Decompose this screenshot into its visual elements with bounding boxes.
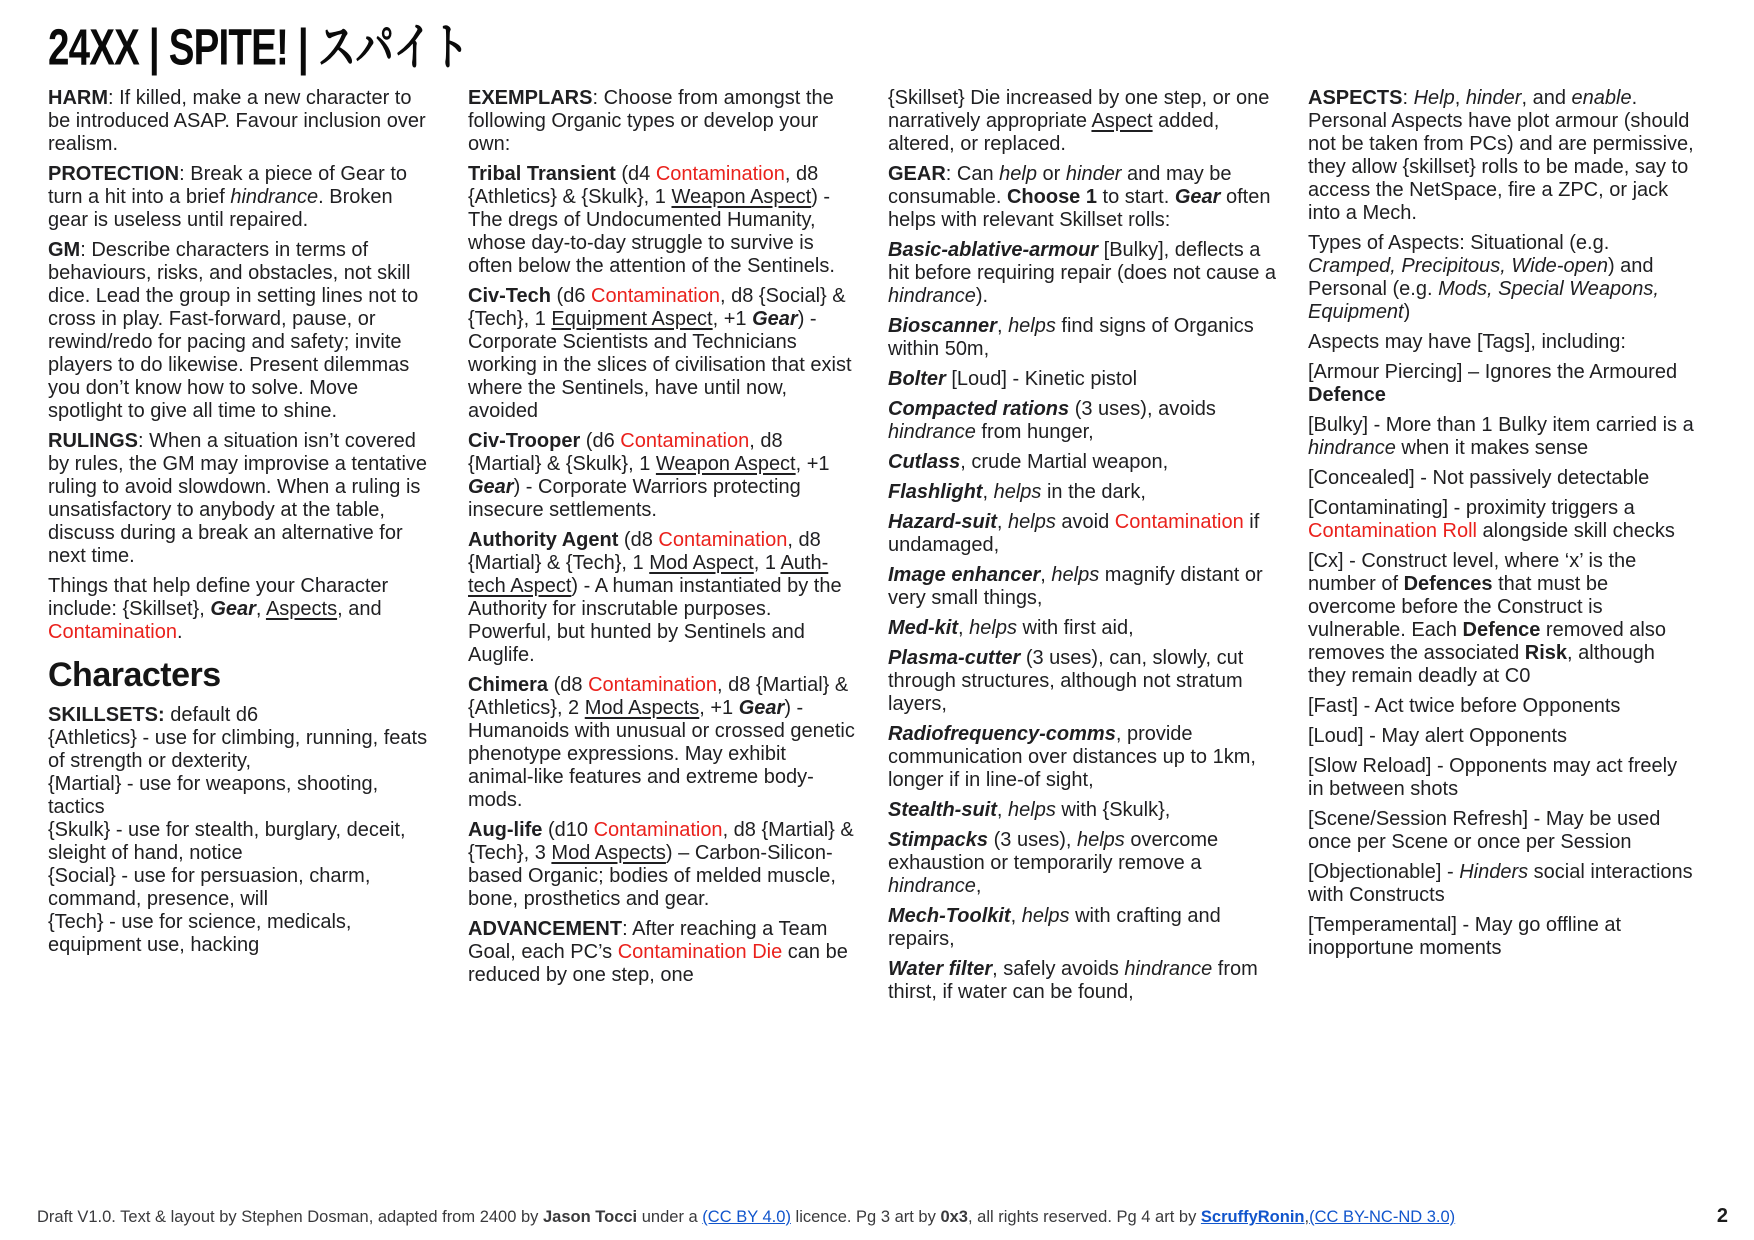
paragraph bbox=[468, 918, 856, 987]
paragraph bbox=[888, 239, 1276, 308]
text-run: , bbox=[1454, 87, 1466, 110]
text-run: Plasma-cutter bbox=[888, 647, 1021, 670]
footer-link[interactable]: (CC BY 4.0) bbox=[702, 1208, 791, 1226]
text-run: to start. bbox=[1097, 186, 1175, 209]
text-run: help bbox=[999, 163, 1037, 186]
paragraph bbox=[48, 163, 436, 232]
text-run: [Objectionable] - bbox=[1308, 861, 1460, 884]
paragraph bbox=[468, 163, 856, 278]
text-run: , bbox=[982, 481, 994, 504]
paragraph bbox=[888, 163, 1276, 232]
text-run: EXEMPLARS bbox=[468, 87, 593, 110]
paragraph bbox=[1308, 808, 1696, 854]
text-run: helps bbox=[1051, 564, 1100, 587]
text-run: , d8 {Martial} & {Tech}, 3 bbox=[468, 819, 854, 865]
text-run: , although they remain deadly at C0 bbox=[1308, 642, 1655, 688]
text-run: Tribal Transient bbox=[468, 163, 616, 186]
text-run: PROTECTION bbox=[48, 163, 180, 186]
text-run: , safely avoids bbox=[992, 958, 1125, 981]
text-run: , crude Martial weapon, bbox=[960, 451, 1169, 474]
text-run: Authority Agent bbox=[468, 529, 619, 552]
text-run: often helps with relevant Skillset rolls: bbox=[888, 186, 1271, 232]
text-run: in the dark, bbox=[1041, 481, 1146, 504]
text-run: Hinders bbox=[1459, 861, 1529, 884]
text-run: hinder bbox=[1465, 87, 1522, 110]
paragraph bbox=[48, 704, 436, 727]
text-run: Defence bbox=[1308, 384, 1386, 407]
text-run: , 1 bbox=[753, 552, 781, 575]
paragraph bbox=[1308, 725, 1696, 748]
text-run: Characters bbox=[48, 656, 221, 695]
paragraph bbox=[468, 529, 856, 667]
text-run: overcome exhaustion or temporarily remove a bbox=[888, 829, 1219, 875]
page-number: 2 bbox=[1716, 1205, 1728, 1227]
footer-link[interactable]: ScruffyRonin bbox=[1200, 1208, 1305, 1226]
text-run: hindrance bbox=[888, 285, 976, 308]
text-run: (d8 bbox=[618, 529, 659, 552]
text-run: licence. Pg 3 art by bbox=[790, 1208, 941, 1226]
text-run: Stealth-suit bbox=[888, 799, 997, 822]
text-run: if undamaged, bbox=[888, 511, 1260, 557]
footer-link[interactable]: (CC BY-NC-ND 3.0) bbox=[1309, 1208, 1456, 1226]
text-run: , provide communication over distances up to 1km, longer if in line-of sight, bbox=[888, 723, 1256, 792]
text-run: Radiofrequency-comms bbox=[888, 723, 1116, 746]
text-run: Med-kit bbox=[888, 617, 958, 640]
paragraph bbox=[888, 511, 1276, 557]
text-run: Auth-tech Aspect bbox=[468, 552, 829, 598]
footer-text bbox=[37, 1208, 1703, 1228]
text-run: ) – Carbon-Silicon-based Organic; bodies of melded muscle, bone, prosthetics and gear. bbox=[468, 842, 836, 911]
paragraph bbox=[888, 87, 1276, 156]
text-run: find signs of Organics within 50m, bbox=[888, 315, 1254, 361]
text-run: {Skulk} - use for stealth, burglary, deceit, sleight of hand, notice bbox=[48, 818, 406, 864]
text-run: Cutlass bbox=[888, 451, 961, 474]
paragraph bbox=[888, 368, 1276, 391]
text-run: (3 uses), bbox=[988, 829, 1077, 852]
text-run: Types of Aspects: Situational (e.g. bbox=[1308, 232, 1610, 255]
text-run: enable bbox=[1571, 87, 1632, 110]
text-run: : Can bbox=[945, 163, 1000, 186]
text-run: : bbox=[1402, 87, 1414, 110]
text-run: {Tech} - use for science, medicals, equipment use, hacking bbox=[48, 910, 352, 956]
text-run: from hunger, bbox=[975, 421, 1094, 444]
paragraph bbox=[1308, 861, 1696, 907]
text-run: hindrance bbox=[888, 421, 976, 444]
text-run: Jason Tocci bbox=[543, 1208, 638, 1226]
text-run: ) bbox=[1403, 301, 1411, 324]
text-run: , bbox=[996, 799, 1009, 822]
text-run: Contamination bbox=[658, 529, 788, 552]
paragraph bbox=[468, 430, 856, 522]
paragraph bbox=[888, 451, 1276, 474]
text-run: (d4 bbox=[615, 163, 656, 186]
text-run: hindrance bbox=[230, 186, 319, 209]
text-run: Basic-ablative-armour bbox=[888, 239, 1099, 262]
text-run: hindrance bbox=[888, 875, 976, 898]
text-run: , bbox=[1040, 564, 1052, 587]
text-run: [Concealed] - Not passively detectable bbox=[1308, 467, 1650, 490]
paragraph bbox=[1308, 497, 1696, 543]
text-run: Chimera bbox=[468, 674, 549, 697]
text-run: hindrance bbox=[1124, 958, 1213, 981]
text-run: Equipment Aspect bbox=[551, 308, 713, 331]
paragraph bbox=[888, 398, 1276, 444]
column-1 bbox=[48, 87, 436, 1004]
paragraph bbox=[1308, 331, 1696, 354]
text-run: Aug-life bbox=[468, 819, 543, 842]
paragraph bbox=[468, 87, 856, 156]
text-run: [Scene/Session Refresh] - May be used once per Scene or once per Session bbox=[1308, 808, 1661, 854]
paragraph bbox=[468, 819, 856, 911]
paragraph bbox=[888, 905, 1276, 951]
text-run: added, altered, or replaced. bbox=[888, 110, 1220, 156]
text-run: {Martial} - use for weapons, shooting, tactics bbox=[48, 772, 379, 818]
text-run: Mod Aspects bbox=[551, 842, 666, 865]
text-run: Contamination Roll bbox=[1308, 520, 1477, 543]
paragraph bbox=[888, 958, 1276, 1004]
text-run: with crafting and repairs, bbox=[888, 905, 1221, 951]
text-run: Contamination bbox=[620, 430, 750, 453]
text-run: ASPECTS bbox=[1308, 87, 1403, 110]
text-run: when it makes sense bbox=[1395, 437, 1589, 460]
paragraph bbox=[888, 564, 1276, 610]
text-run: Aspects may have [Tags], including: bbox=[1308, 331, 1626, 354]
text-run: or bbox=[1036, 163, 1066, 186]
text-run: , bbox=[996, 511, 1009, 534]
text-run: Defences bbox=[1403, 573, 1493, 596]
text-run: Draft V1.0. Text & layout by Stephen Dosman, adapted from 2400 by bbox=[37, 1208, 543, 1226]
text-run: , +1 bbox=[795, 453, 830, 476]
text-run: : Choose from amongst the following Organic types or develop your own: bbox=[468, 87, 834, 156]
text-run: Stimpacks bbox=[888, 829, 989, 852]
section-heading bbox=[48, 654, 436, 697]
paragraph bbox=[1308, 550, 1696, 688]
text-run: , and bbox=[337, 598, 382, 621]
text-run: [Loud] - Kinetic pistol bbox=[945, 368, 1138, 391]
text-run: helps bbox=[1008, 799, 1056, 822]
text-run: : If killed, make a new character to be introduced ASAP. Favour inclusion over realism. bbox=[48, 87, 426, 156]
text-run: Gear bbox=[468, 476, 514, 499]
text-run: and may be consumable. bbox=[888, 163, 1232, 209]
text-run: , d8 {Athletics} & {Skulk}, 1 bbox=[468, 163, 819, 209]
text-run: Gear bbox=[210, 598, 256, 621]
paragraph bbox=[48, 575, 436, 644]
paragraph bbox=[1308, 467, 1696, 490]
paragraph bbox=[888, 723, 1276, 792]
text-run: , bbox=[1304, 1208, 1310, 1226]
text-run: HARM bbox=[48, 87, 108, 110]
text-run: , bbox=[975, 875, 982, 898]
text-run: ) - A human instantiated by the Authority for inscrutable purposes. Powerful, but hunted by Sentinels and Auglife. bbox=[468, 575, 842, 667]
text-run: Flashlight bbox=[888, 481, 983, 504]
text-run: Aspect bbox=[1091, 110, 1153, 133]
text-run: helps bbox=[969, 617, 1017, 640]
text-run: Gear bbox=[738, 697, 785, 720]
text-run: ). bbox=[975, 285, 989, 308]
text-run: {Skillset} Die increased by one step, or one narratively appropriate bbox=[888, 87, 1270, 133]
text-run: , and bbox=[1521, 87, 1572, 110]
column-2 bbox=[468, 87, 856, 1004]
text-run: with {Skulk}, bbox=[1055, 799, 1171, 822]
column-3 bbox=[888, 87, 1276, 1004]
text-run: [Fast] - Act twice before Opponents bbox=[1308, 695, 1621, 718]
text-run: , +1 bbox=[699, 697, 739, 720]
text-run: ) - Corporate Warriors protecting insecure settlements. bbox=[468, 476, 801, 522]
text-run: (d10 bbox=[542, 819, 594, 842]
text-run: [Contaminating] - proximity triggers a bbox=[1308, 497, 1635, 520]
paragraph bbox=[1308, 695, 1696, 718]
text-run: Mech-Toolkit bbox=[888, 905, 1011, 928]
text-run: alongside skill checks bbox=[1476, 520, 1675, 543]
text-run: Cramped, Precipitous, Wide-open bbox=[1308, 255, 1608, 278]
text-run: Defence bbox=[1462, 619, 1541, 642]
column-4 bbox=[1308, 87, 1696, 1004]
text-run: ) and Personal (e.g. bbox=[1308, 255, 1654, 301]
text-run: {Social} - use for persuasion, charm, command, presence, will bbox=[48, 864, 371, 910]
text-run: 0x3 bbox=[940, 1208, 968, 1226]
text-run: helps bbox=[1008, 511, 1056, 534]
text-run: Contamination bbox=[1114, 511, 1244, 534]
text-run: Mod Aspect bbox=[649, 552, 754, 575]
paragraph bbox=[468, 674, 856, 812]
text-run: from thirst, if water can be found, bbox=[888, 958, 1258, 1004]
text-run: [Temperamental] - May go offline at inopportune moments bbox=[1308, 914, 1622, 960]
text-run: Civ-Trooper bbox=[468, 430, 581, 453]
text-run: Compacted rations bbox=[888, 398, 1070, 421]
paragraph bbox=[888, 617, 1276, 640]
text-run: GEAR bbox=[888, 163, 946, 186]
text-run: Bolter bbox=[888, 368, 946, 391]
text-run: : Describe characters in terms of behaviours, risks, and obstacles, not skill dice. Lead the group in setting lines not to cross in play. Fast-forward, pause, or rewind/redo for pacing and safety; invite players to do likewise. Present dilemmas you don’t know how to solve. Move spotlight to give all time to shine. bbox=[48, 239, 419, 423]
text-run: under a bbox=[637, 1208, 703, 1226]
text-run: default d6 bbox=[164, 703, 259, 726]
paragraph bbox=[888, 799, 1276, 822]
text-run: (d8 bbox=[548, 674, 589, 697]
text-run: ) - Corporate Scientists and Technicians working in the slices of civilisation that exist where the Sentinels, have until now, avoided bbox=[468, 308, 852, 423]
text-run: : After reaching a Team Goal, each PC’s bbox=[468, 918, 828, 964]
paragraph bbox=[888, 829, 1276, 898]
text-run: Things that help define your Character include: {Skillset}, bbox=[48, 575, 389, 621]
text-run: [Bulky], deflects a hit before requiring repair (does not cause a bbox=[888, 239, 1277, 285]
text-run: [Cx] - Construct level, where ‘x’ is the number of bbox=[1308, 550, 1637, 596]
paragraph bbox=[48, 819, 436, 865]
text-run: helps bbox=[1076, 829, 1125, 852]
text-run: with first aid, bbox=[1016, 617, 1134, 640]
text-run: Weapon Aspect bbox=[671, 186, 812, 209]
text-run: Contamination bbox=[593, 819, 723, 842]
text-run: Contamination bbox=[591, 285, 720, 308]
paragraph bbox=[48, 911, 436, 957]
text-run: helps bbox=[1008, 315, 1056, 338]
text-run: ) - Humanoids with unusual or crossed genetic phenotype expressions. May exhibit animal-like features and extreme body-mods. bbox=[468, 697, 855, 812]
text-run: . Personal Aspects have plot armour (should not be taken from PCs) and are permissive, they allow {skillset} rolls to be made, say to access the NetSpace, fire a ZPC, or jack into a Mech. bbox=[1308, 87, 1694, 225]
columns bbox=[0, 71, 1754, 1004]
text-run: [Slow Reload] - Opponents may act freely in between shots bbox=[1308, 755, 1678, 801]
text-run: Aspects bbox=[265, 598, 338, 621]
text-run: Contamination bbox=[588, 674, 718, 697]
text-run: [Armour Piercing] – Ignores the Armoured bbox=[1308, 361, 1678, 384]
text-run: Bioscanner bbox=[888, 315, 997, 338]
paragraph bbox=[1308, 914, 1696, 960]
text-run: , bbox=[1010, 905, 1022, 928]
text-run: : When a situation isn’t covered by rules, the GM may improvise a tentative ruling to avoid slowdown. When a ruling is unsatisfactory to anybody at the table, discuss during a break an alternative for next time. bbox=[48, 430, 428, 568]
text-run: , bbox=[996, 315, 1009, 338]
text-run: Image enhancer bbox=[888, 564, 1041, 587]
text-run: Mod Aspects bbox=[584, 697, 700, 720]
text-run: . Broken gear is useless until repaired. bbox=[48, 186, 393, 232]
text-run: [Loud] - May alert Opponents bbox=[1308, 725, 1568, 748]
text-run: , d8 {Social} & {Tech}, 1 bbox=[468, 285, 846, 331]
text-run: {Athletics} - use for climbing, running, feats of strength or dexterity, bbox=[48, 726, 428, 772]
text-run: avoid bbox=[1055, 511, 1115, 534]
text-run: , d8 {Martial} & {Athletics}, 2 bbox=[468, 674, 849, 720]
paragraph bbox=[48, 727, 436, 773]
text-run: Risk bbox=[1524, 642, 1568, 665]
text-run: , all rights reserved. Pg 4 art by bbox=[967, 1208, 1201, 1226]
paragraph bbox=[888, 481, 1276, 504]
paragraph bbox=[888, 647, 1276, 716]
paragraph bbox=[1308, 87, 1696, 225]
text-run: Gear bbox=[752, 308, 798, 331]
text-run: can be reduced by one step, one bbox=[468, 941, 848, 987]
text-run: magnify distant or very small things, bbox=[888, 564, 1263, 610]
footer bbox=[37, 1204, 1728, 1228]
text-run: hinder bbox=[1065, 163, 1122, 186]
paragraph bbox=[1308, 414, 1696, 460]
text-run: Contamination bbox=[48, 621, 177, 644]
paragraph bbox=[1308, 361, 1696, 407]
text-run: : Break a piece of Gear to turn a hit into a brief bbox=[48, 163, 408, 209]
text-run: Contamination bbox=[655, 163, 785, 186]
text-run: , bbox=[958, 617, 970, 640]
paragraph bbox=[48, 865, 436, 911]
text-run: helps bbox=[1021, 905, 1070, 928]
text-run: Water filter bbox=[888, 958, 993, 981]
text-run: that must be overcome before the Construct is vulnerable. Each bbox=[1308, 573, 1609, 642]
text-run: Choose 1 bbox=[1006, 186, 1097, 209]
text-run: [Bulky] - More than 1 Bulky item carried is a bbox=[1308, 414, 1694, 437]
paragraph bbox=[1308, 755, 1696, 801]
text-run: Civ-Tech bbox=[468, 285, 551, 308]
text-run: , bbox=[255, 598, 266, 621]
paragraph bbox=[1308, 232, 1696, 324]
text-run: , d8 {Martial} & {Skulk}, 1 bbox=[468, 430, 783, 476]
text-run: helps bbox=[993, 481, 1042, 504]
text-run: , +1 bbox=[712, 308, 753, 331]
paragraph bbox=[48, 773, 436, 819]
text-run: ) - The dregs of Undocumented Humanity, whose day-to-day struggle to survive is often below the attention of the Sentinels. bbox=[468, 186, 835, 278]
paragraph bbox=[48, 87, 436, 156]
page-title: 24XX | SPITE! | スパイト bbox=[48, 17, 469, 76]
text-run: GM bbox=[48, 239, 81, 262]
text-run: removed also removes the associated bbox=[1308, 619, 1666, 665]
text-run: (3 uses), can, slowly, cut through structures, although not stratum layers, bbox=[888, 647, 1244, 716]
paragraph bbox=[48, 430, 436, 568]
text-run: (d6 bbox=[580, 430, 621, 453]
text-run: SKILLSETS: bbox=[48, 703, 165, 726]
text-run: (3 uses), avoids bbox=[1069, 398, 1216, 421]
text-run: Weapon Aspect bbox=[655, 453, 796, 476]
text-run: , d8 {Martial} & {Tech}, 1 bbox=[468, 529, 821, 575]
text-run: Gear bbox=[1174, 186, 1221, 209]
text-run: ADVANCEMENT bbox=[468, 918, 623, 941]
text-run: Contamination Die bbox=[617, 941, 783, 964]
text-run: (d6 bbox=[550, 285, 592, 308]
paragraph bbox=[468, 285, 856, 423]
text-run: RULINGS bbox=[48, 430, 138, 453]
paragraph bbox=[888, 315, 1276, 361]
text-run: Hazard-suit bbox=[888, 511, 997, 534]
text-run: Help bbox=[1413, 87, 1455, 110]
text-run: . bbox=[176, 621, 183, 644]
text-run: social interactions with Constructs bbox=[1308, 861, 1693, 907]
text-run: hindrance bbox=[1308, 437, 1396, 460]
text-run: Mods, Special Weapons, Equipment bbox=[1308, 278, 1659, 324]
paragraph bbox=[48, 239, 436, 423]
